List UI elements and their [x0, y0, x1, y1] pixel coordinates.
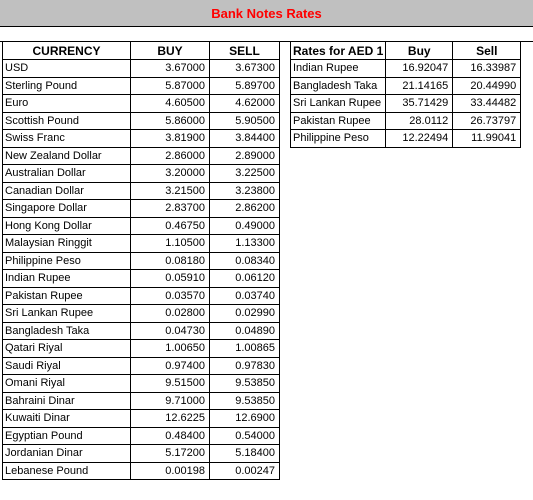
table-row	[291, 112, 521, 130]
currency-cell: Sri Lankan Rupee	[291, 95, 386, 113]
sell-cell: 16.33987	[453, 60, 521, 78]
buy-cell: 0.04730	[131, 322, 210, 340]
table-row	[3, 340, 280, 358]
sell-cell: 2.86200	[210, 200, 280, 218]
table-row	[3, 235, 280, 253]
page-title: Bank Notes Rates	[211, 5, 322, 21]
currency-cell: Philippine Peso	[291, 130, 386, 148]
sell-cell: 9.53850	[210, 392, 280, 410]
sell-cell: 2.89000	[210, 147, 280, 165]
currency-cell: Pakistan Rupee	[3, 287, 131, 305]
currency-cell: USD	[3, 60, 131, 78]
table-row	[291, 77, 521, 95]
currency-cell: Sri Lankan Rupee	[3, 305, 131, 323]
buy-cell: 0.08180	[131, 252, 210, 270]
buy-cell: 3.21500	[131, 182, 210, 200]
sell-cell: 1.00865	[210, 340, 280, 358]
buy-cell: 4.60500	[131, 95, 210, 113]
table-row	[291, 95, 521, 113]
currency-cell: Singapore Dollar	[3, 200, 131, 218]
currency-cell: New Zealand Dollar	[3, 147, 131, 165]
buy-cell: 35.71429	[386, 95, 453, 113]
sell-cell: 5.89700	[210, 77, 280, 95]
sell-cell: 33.44482	[453, 95, 521, 113]
sell-cell: 0.03740	[210, 287, 280, 305]
buy-cell: 1.00650	[131, 340, 210, 358]
sell-cell: 0.04890	[210, 322, 280, 340]
currency-cell: Hong Kong Dollar	[3, 217, 131, 235]
currency-cell: Qatari Riyal	[3, 340, 131, 358]
buy-cell: 3.20000	[131, 165, 210, 183]
bank-notes-table	[2, 41, 280, 480]
buy-cell: 12.6225	[131, 410, 210, 428]
sell-cell: 11.99041	[453, 130, 521, 148]
table-row	[3, 217, 280, 235]
sell-cell: 0.97830	[210, 357, 280, 375]
currency-cell: Philippine Peso	[3, 252, 131, 270]
sell-cell: 5.18400	[210, 445, 280, 463]
sell-cell: 3.23800	[210, 182, 280, 200]
buy-cell: 16.92047	[386, 60, 453, 78]
currency-cell: Malaysian Ringgit	[3, 235, 131, 253]
buy-cell: 9.51500	[131, 375, 210, 393]
buy-cell: 0.48400	[131, 427, 210, 445]
currency-cell: Pakistan Rupee	[291, 112, 386, 130]
table-row	[3, 252, 280, 270]
currency-cell: Lebanese Pound	[3, 462, 131, 480]
buy-cell: 1.10500	[131, 235, 210, 253]
currency-cell: Bangladesh Taka	[3, 322, 131, 340]
sell-cell: 20.44990	[453, 77, 521, 95]
table-row	[3, 60, 280, 78]
buy-cell: 12.22494	[386, 130, 453, 148]
sell-cell: 26.73797	[453, 112, 521, 130]
buy-cell: 0.97400	[131, 357, 210, 375]
currency-cell: Sterling Pound	[3, 77, 131, 95]
aed-rates-table	[290, 41, 521, 148]
column-header: SELL	[210, 42, 280, 60]
buy-cell: 0.03570	[131, 287, 210, 305]
currency-cell: Saudi Riyal	[3, 357, 131, 375]
currency-cell: Kuwaiti Dinar	[3, 410, 131, 428]
table-row	[3, 357, 280, 375]
currency-cell: Canadian Dollar	[3, 182, 131, 200]
table-row	[3, 130, 280, 148]
currency-cell: Omani Riyal	[3, 375, 131, 393]
buy-cell: 28.0112	[386, 112, 453, 130]
currency-cell: Indian Rupee	[3, 270, 131, 288]
table-header-row	[291, 42, 521, 60]
sell-cell: 0.00247	[210, 462, 280, 480]
sell-cell: 0.08340	[210, 252, 280, 270]
sell-cell: 0.02990	[210, 305, 280, 323]
table-row	[3, 182, 280, 200]
column-header: Rates for AED 1	[291, 42, 386, 60]
spacer-row	[0, 27, 533, 42]
sell-cell: 12.6900	[210, 410, 280, 428]
table-row	[3, 77, 280, 95]
table-row	[3, 287, 280, 305]
currency-cell: Swiss Franc	[3, 130, 131, 148]
column-header: Sell	[453, 42, 521, 60]
buy-cell: 0.05910	[131, 270, 210, 288]
buy-cell: 21.14165	[386, 77, 453, 95]
table-row	[3, 322, 280, 340]
currency-cell: Indian Rupee	[291, 60, 386, 78]
column-header: CURRENCY	[3, 42, 131, 60]
table-row	[3, 112, 280, 130]
table-row	[3, 305, 280, 323]
currency-cell: Egyptian Pound	[3, 427, 131, 445]
table-row	[291, 60, 521, 78]
buy-cell: 5.87000	[131, 77, 210, 95]
table-row	[3, 200, 280, 218]
buy-cell: 0.00198	[131, 462, 210, 480]
table-row	[3, 165, 280, 183]
sell-cell: 0.06120	[210, 270, 280, 288]
sell-cell: 4.62000	[210, 95, 280, 113]
buy-cell: 0.46750	[131, 217, 210, 235]
column-header: BUY	[131, 42, 210, 60]
table-header-row	[3, 42, 280, 60]
currency-cell: Bahraini Dinar	[3, 392, 131, 410]
sell-cell: 9.53850	[210, 375, 280, 393]
sell-cell: 5.90500	[210, 112, 280, 130]
buy-cell: 0.02800	[131, 305, 210, 323]
sell-cell: 0.54000	[210, 427, 280, 445]
table-row	[3, 410, 280, 428]
table-row	[3, 270, 280, 288]
table-row	[3, 445, 280, 463]
sell-cell: 3.22500	[210, 165, 280, 183]
buy-cell: 3.67000	[131, 60, 210, 78]
currency-cell: Scottish Pound	[3, 112, 131, 130]
currency-cell: Bangladesh Taka	[291, 77, 386, 95]
table-row	[3, 392, 280, 410]
table-row	[3, 462, 280, 480]
column-header: Buy	[386, 42, 453, 60]
currency-cell: Euro	[3, 95, 131, 113]
table-row	[3, 95, 280, 113]
currency-cell: Jordanian Dinar	[3, 445, 131, 463]
sell-cell: 0.49000	[210, 217, 280, 235]
table-row	[291, 130, 521, 148]
buy-cell: 2.83700	[131, 200, 210, 218]
currency-cell: Australian Dollar	[3, 165, 131, 183]
table-row	[3, 375, 280, 393]
table-row	[3, 147, 280, 165]
buy-cell: 2.86000	[131, 147, 210, 165]
title-bar	[0, 0, 533, 27]
table-row	[3, 427, 280, 445]
buy-cell: 5.17200	[131, 445, 210, 463]
sell-cell: 3.67300	[210, 60, 280, 78]
buy-cell: 9.71000	[131, 392, 210, 410]
sell-cell: 1.13300	[210, 235, 280, 253]
buy-cell: 3.81900	[131, 130, 210, 148]
sell-cell: 3.84400	[210, 130, 280, 148]
buy-cell: 5.86000	[131, 112, 210, 130]
